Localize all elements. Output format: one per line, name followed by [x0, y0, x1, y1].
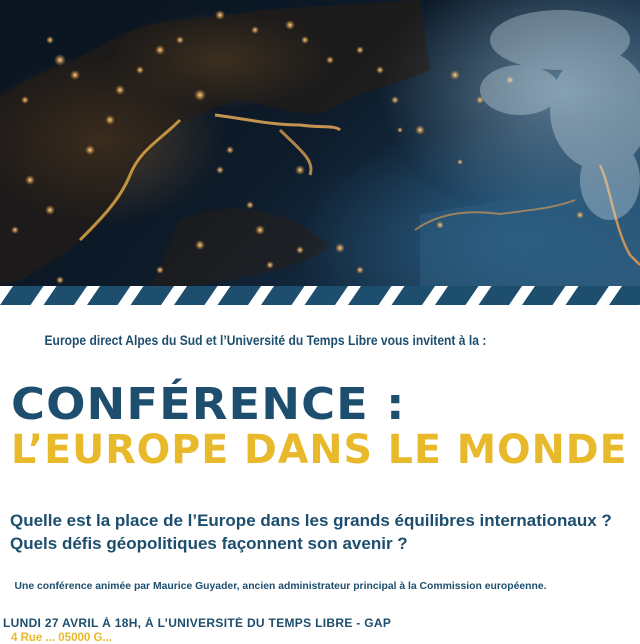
event-address: 4 Rue ... 05000 G...: [11, 632, 112, 644]
title-conference: CONFÉRENCE :: [11, 379, 406, 430]
striped-divider: [0, 286, 640, 305]
hero-image-europe-night: [0, 0, 640, 290]
question-text: Quelle est la place de l’Europe dans les grands équilibres internationaux ? Quels défis géopolitiques façonnent son avenir ?: [10, 511, 612, 553]
city-lights-graphic: [0, 0, 640, 290]
invitation-text: Europe direct Alpes du Sud et l’Université du Temps Libre vous invitent à la :: [44, 333, 487, 348]
speaker-text: Une conférence animée par Maurice Guyader, ancien administrateur principal à la Commission européenne.: [14, 580, 547, 592]
title-europe-dans-le-monde: L’EUROPE DANS LE MONDE: [11, 427, 628, 473]
event-date-location: LUNDI 27 AVRIL À 18H, À L’UNIVERSITÉ DU TEMPS LIBRE - GAP: [2, 618, 392, 630]
diagonal-stripes-pattern: [0, 286, 640, 305]
